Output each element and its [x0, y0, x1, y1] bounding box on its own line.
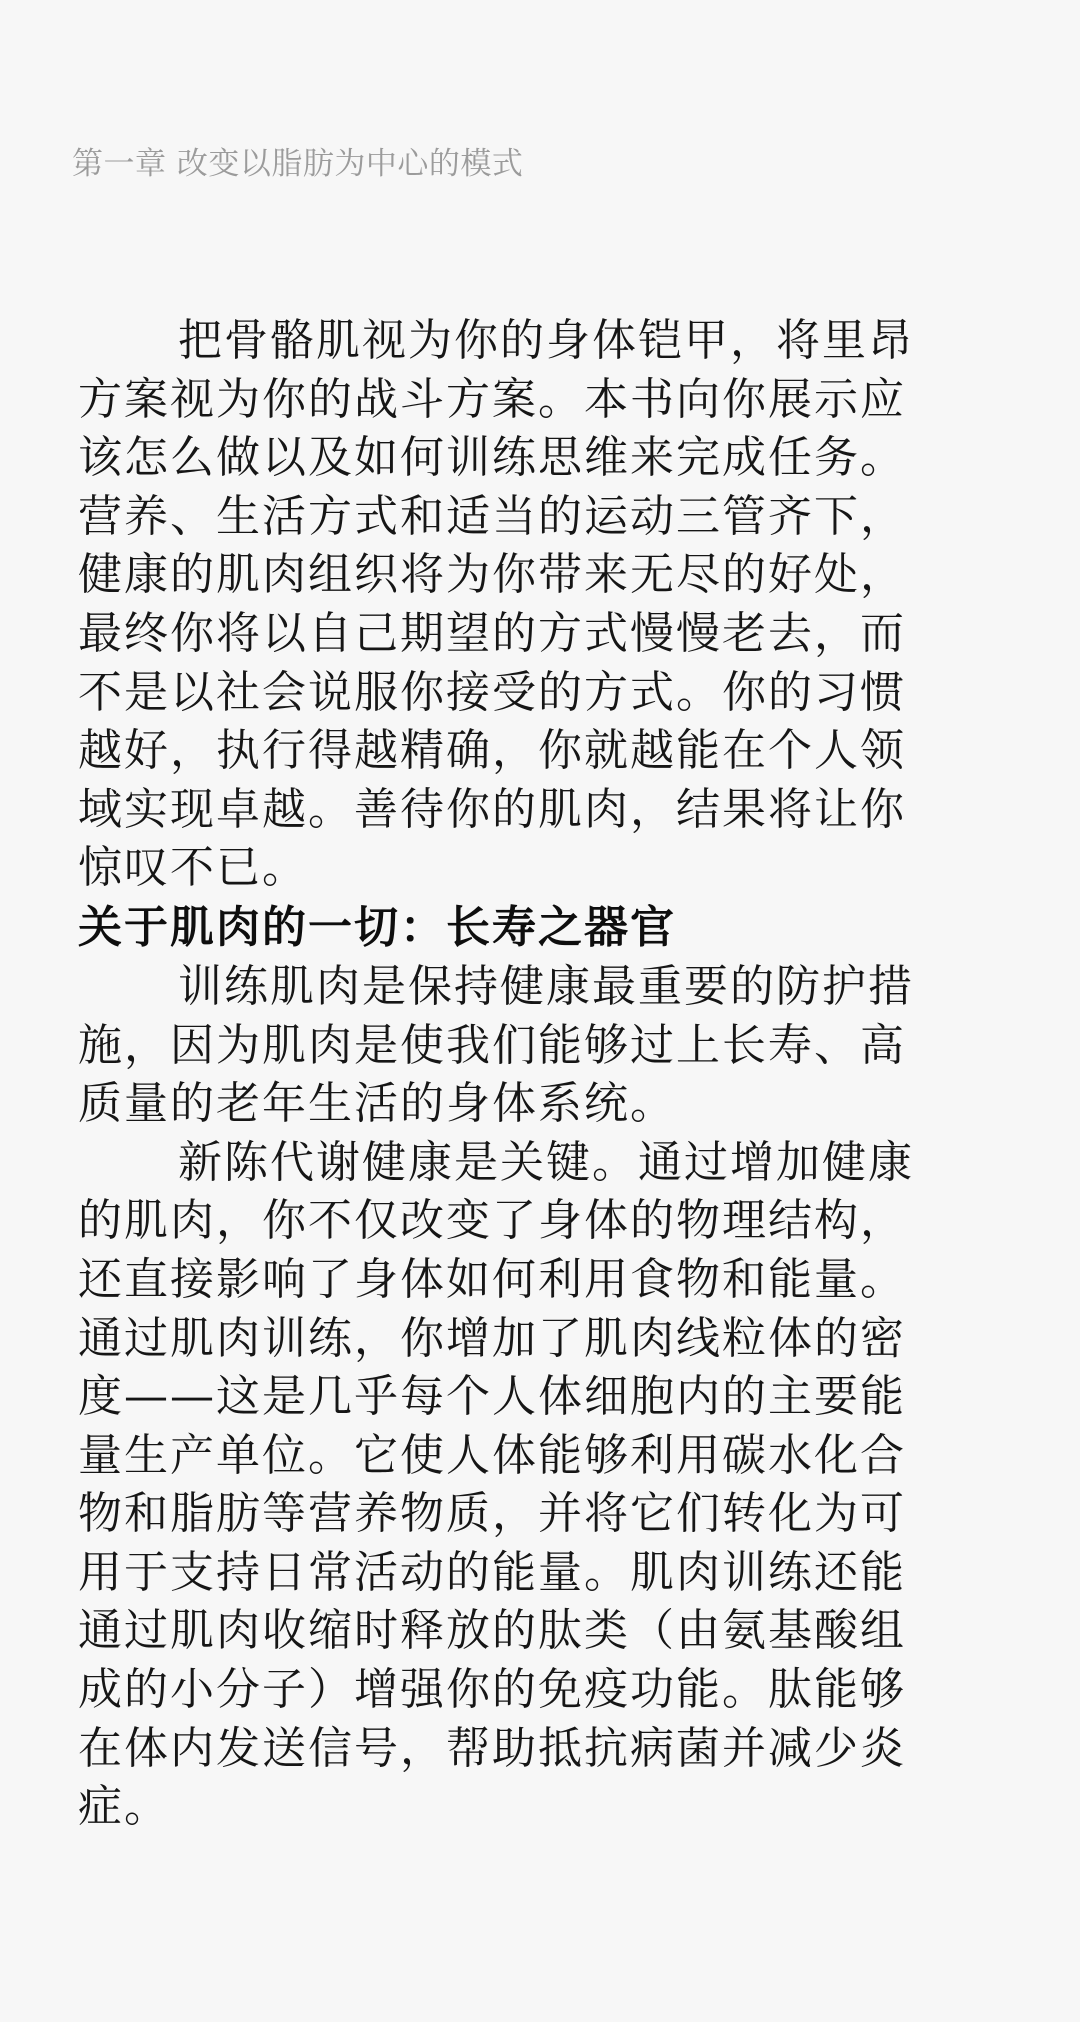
text-line: 度——这是几乎每个人体细胞内的主要能 — [78, 1371, 906, 1423]
text-line: 健康的肌肉组织将为你带来无尽的好处， — [78, 549, 906, 601]
text-line: 最终你将以自己期望的方式慢慢老去，而 — [78, 607, 906, 659]
text-line: 量生产单位。它使人体能够利用碳水化合 — [78, 1429, 906, 1481]
text-line: 通过肌肉训练，你增加了肌肉线粒体的密 — [78, 1312, 906, 1364]
text-line: 通过肌肉收缩时释放的肽类（由氨基酸组 — [78, 1605, 906, 1657]
text-line: 域实现卓越。善待你的肌肉，结果将让你 — [78, 783, 906, 835]
text-line: 把骨骼肌视为你的身体铠甲，将里昂 — [178, 315, 914, 366]
section-heading: 关于肌肉的一切：长寿之器官 — [78, 901, 676, 953]
paragraph-1 — [78, 312, 1006, 898]
text-line: 用于支持日常活动的能量。肌肉训练还能 — [78, 1546, 906, 1598]
text-line: 越好，执行得越精确，你就越能在个人领 — [78, 725, 906, 777]
reading-content — [78, 312, 1006, 1837]
paragraph-2 — [78, 958, 1006, 1134]
chapter-title: 第一章 改变以脂肪为中心的模式 — [72, 146, 524, 182]
text-line: 方案视为你的战斗方案。本书向你展示应 — [78, 373, 906, 425]
text-line: 该怎么做以及如何训练思维来完成任务。 — [78, 432, 906, 484]
text-line: 营养、生活方式和适当的运动三管齐下， — [78, 490, 906, 542]
text-line: 物和脂肪等营养物质，并将它们转化为可 — [78, 1488, 906, 1540]
text-line: 惊叹不已。 — [78, 842, 308, 894]
text-line: 训练肌肉是保持健康最重要的防护措 — [178, 960, 914, 1012]
paragraph-3 — [78, 1134, 1006, 1837]
text-line: 还直接影响了身体如何利用食物和能量。 — [78, 1253, 906, 1305]
text-line: 质量的老年生活的身体系统。 — [78, 1078, 676, 1130]
text-line: 成的小分子）增强你的免疫功能。肽能够 — [78, 1664, 906, 1716]
text-line: 症。 — [78, 1781, 170, 1833]
text-line: 施，因为肌肉是使我们能够过上长寿、高 — [78, 1019, 906, 1071]
text-line: 新陈代谢健康是关键。通过增加健康 — [178, 1136, 914, 1188]
text-line: 的肌肉，你不仅改变了身体的物理结构， — [78, 1195, 906, 1247]
text-line: 不是以社会说服你接受的方式。你的习惯 — [78, 666, 906, 718]
text-line: 在体内发送信号，帮助抵抗病菌并减少炎 — [78, 1722, 906, 1774]
